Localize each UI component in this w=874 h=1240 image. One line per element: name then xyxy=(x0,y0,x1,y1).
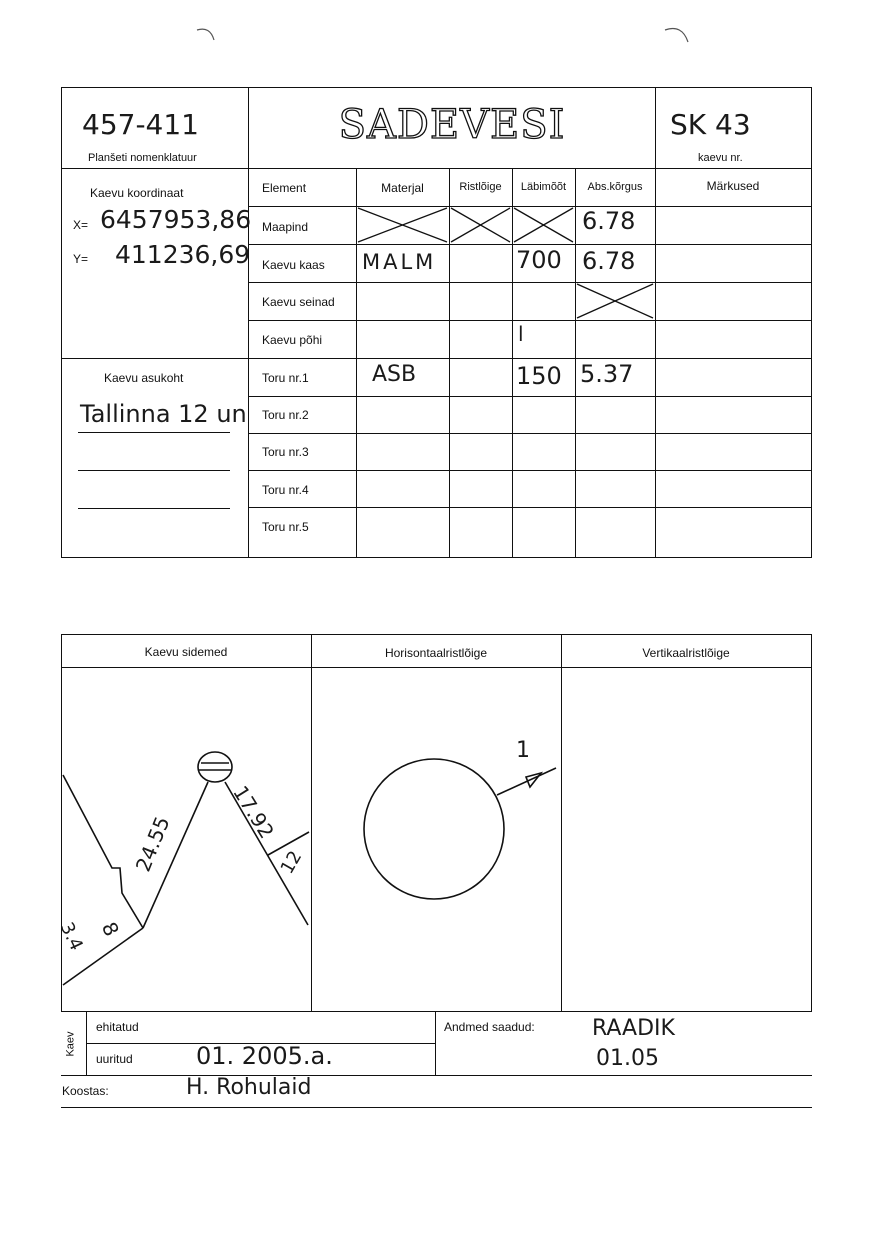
connections-label: Kaevu sidemed xyxy=(144,645,228,659)
y-coordinate-value: 411236,69 xyxy=(115,240,251,269)
compiled-label: Koostas: xyxy=(62,1084,109,1098)
location-label: Kaevu asukoht xyxy=(104,371,184,385)
surveyed-label: uuritud xyxy=(96,1052,133,1066)
row-element: Toru nr.1 xyxy=(262,371,309,385)
col-header-material: Materjal xyxy=(381,181,424,195)
x-coordinate-value: 6457953,86 xyxy=(100,205,252,234)
col-header-diameter: Läbimõõt xyxy=(520,181,567,193)
row-element: Toru nr.3 xyxy=(262,445,309,459)
row-element: Kaevu kaas xyxy=(262,258,325,272)
col-header-element: Element xyxy=(262,181,307,195)
row-element: Kaevu seinad xyxy=(262,295,335,309)
row-element: Toru nr.2 xyxy=(262,408,309,422)
row-diameter: 700 xyxy=(516,246,562,274)
nomenclature-value: 457-411 xyxy=(82,108,199,141)
horizontal-section-label: Horisontaalristlõige xyxy=(384,646,488,660)
col-header-cross-section: Ristlõige xyxy=(459,181,502,193)
measure-label-12: 12 xyxy=(276,847,307,878)
row-element: Maapind xyxy=(262,220,309,234)
measure-label-24: 24.55 xyxy=(130,812,175,876)
nomenclature-label: Planšeti nomenklatuur xyxy=(88,152,197,164)
row-element: Toru nr.4 xyxy=(262,483,309,497)
well-circle xyxy=(364,759,504,899)
measure-label-8: 8 xyxy=(96,918,124,940)
row-abs-height: 5.37 xyxy=(580,360,634,388)
measure-label-3: 3.4 xyxy=(55,919,87,954)
data-from-label: Andmed saadud: xyxy=(444,1020,535,1034)
well-label: Kaev xyxy=(64,1031,77,1057)
row-abs-height: 6.78 xyxy=(582,247,636,275)
location-value: Tallinna 12 un xyxy=(80,400,247,428)
page-title: SADEVESI xyxy=(338,102,566,148)
pipe-label: 1 xyxy=(516,738,530,763)
measure-label-17: 17.92 xyxy=(228,781,279,843)
row-diameter: l xyxy=(518,322,524,346)
col-header-abs-height: Abs.kõrgus xyxy=(587,181,643,193)
row-abs-height: 6.78 xyxy=(582,207,636,235)
col-header-remarks: Märkused xyxy=(706,179,760,193)
data-from-value: RAADIK xyxy=(592,1016,675,1041)
built-label: ehitatud xyxy=(96,1020,139,1034)
x-label: X= xyxy=(73,218,89,232)
well-number-label: kaevu nr. xyxy=(698,152,743,164)
row-material: ASB xyxy=(372,362,417,387)
row-element: Toru nr.5 xyxy=(262,520,309,534)
coordinates-label: Kaevu koordinaat xyxy=(90,186,184,200)
compiled-value: H. Rohulaid xyxy=(186,1075,312,1100)
surveyed-value: 01. 2005.a. xyxy=(196,1042,333,1070)
row-element: Kaevu põhi xyxy=(262,333,323,347)
y-label: Y= xyxy=(73,252,89,266)
row-material: MALM xyxy=(362,250,437,274)
well-number-value: SK 43 xyxy=(670,108,751,141)
row-diameter: 150 xyxy=(516,362,562,390)
pipe-line xyxy=(497,768,556,795)
vertical-section-label: Vertikaalristlõige xyxy=(642,646,730,660)
data-from-date: 01.05 xyxy=(596,1046,659,1071)
